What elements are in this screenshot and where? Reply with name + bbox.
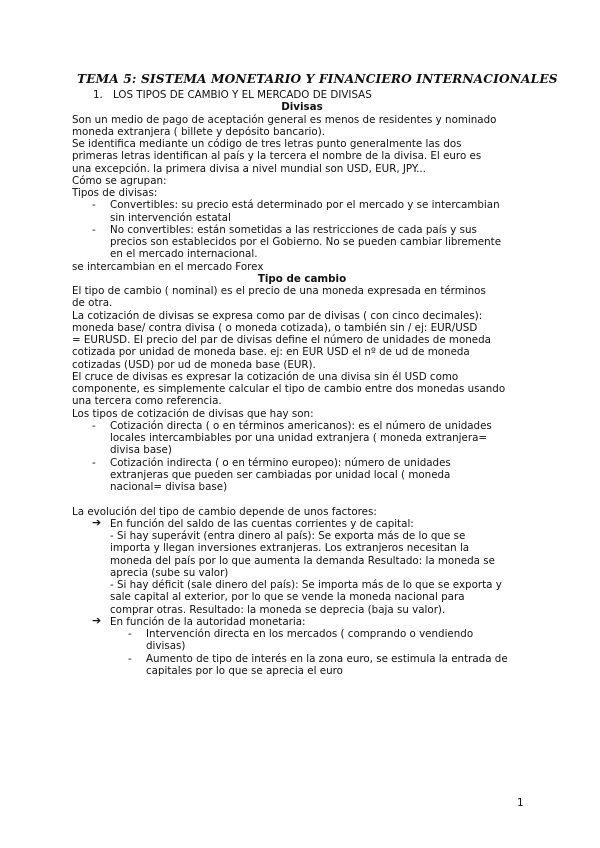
cruce-line: una tercera como referencia.	[72, 395, 222, 408]
cotizacion-line: La cotización de divisas se expresa como par de divisas ( con cinco decimales):	[72, 309, 483, 322]
divisas-heading: Divisas	[281, 101, 323, 114]
dash-marker: -	[128, 652, 132, 665]
list-item-continuation: nacional= divisa base)	[110, 481, 228, 493]
dash-marker: -	[92, 419, 96, 432]
arrow-icon: ➔	[92, 515, 102, 529]
tipo-cambio-def-line: de otra.	[72, 297, 113, 310]
divisas-agrupan: Cómo se agrupan:	[72, 174, 167, 187]
section-heading	[72, 89, 532, 101]
divisas-codigo-line: primeras letras identifican al país y la tercera el nombre de la divisa. El euro es	[72, 150, 482, 163]
list-item-no-convertibles: - No convertibles: están sometidas a las restricciones de cada país y sus	[92, 223, 477, 236]
list-item-continuation: capitales por lo que se aprecia el euro	[146, 664, 343, 677]
superavit-line: aprecia (sube su valor)	[110, 566, 229, 579]
divisas-def-line: Son un medio de pago de aceptación general es menos de residentes y nominado	[72, 113, 497, 126]
list-item-autoridad: ➔ En función de la autoridad monetaria:	[92, 613, 306, 628]
cotizacion-line: moneda base/ contra divisa ( o moneda cotizada), o también sin / ej: EUR/USD	[72, 321, 478, 334]
deficit-line: - Si hay déficit (sale dinero del país): Se importa más de lo que se exporta y	[110, 579, 502, 591]
list-item-continuation: divisas)	[146, 640, 186, 653]
dash-marker: -	[128, 628, 132, 640]
divisas-tipos-label: Tipos de divisas:	[72, 187, 158, 199]
cotizacion-line: cotizadas (USD) por ud de moneda base (EUR).	[72, 358, 316, 371]
cotizacion-line: = EURUSD. El precio del par de divisas define el número de unidades de moneda	[72, 334, 491, 346]
superavit-line: moneda del país por lo que aumenta la demanda Resultado: la moneda se	[110, 554, 495, 567]
list-item-continuation: en el mercado internacional.	[110, 248, 258, 261]
list-item-continuation: locales intercambiables por una unidad extranjera ( moneda extranjera=	[110, 432, 488, 444]
divisas-forex: se intercambian en el mercado Forex	[72, 260, 264, 273]
divisas-codigo-line: una excepción. la primera divisa a nivel mundial son USD, EUR, JPY...	[72, 162, 426, 175]
page-number: 1	[517, 797, 524, 809]
list-item-continuation: sin intervención estatal	[110, 211, 231, 224]
cotizacion-line: cotizada por unidad de moneda base. ej: en EUR USD el nº de ud de moneda	[72, 346, 470, 359]
list-item-continuation: divisa base)	[110, 444, 172, 457]
deficit-line: sale capital al exterior, por lo que se vende la moneda nacional para	[110, 591, 465, 604]
dash-marker: -	[92, 456, 96, 469]
deficit-line: comprar otras. Resultado: la moneda se deprecia (baja su valor).	[110, 603, 446, 616]
divisas-def-line: moneda extranjera ( billete y depósito bancario).	[72, 125, 326, 138]
arrow-icon: ➔	[92, 613, 102, 627]
superavit-line: importa y llegan inversiones extranjeras. Los extranjeros necesitan la	[110, 542, 470, 555]
list-item-continuation: extranjeras que pueden ser cambiadas por unidad local ( moneda	[110, 468, 451, 481]
list-item-interes: - Aumento de tipo de interés en la zona euro, se estimula la entrada de	[128, 652, 508, 665]
evolucion-intro: La evolución del tipo de cambio depende de unos factores:	[72, 505, 377, 518]
section-title: LOS TIPOS DE CAMBIO Y EL MERCADO DE DIVISAS	[113, 89, 372, 101]
cruce-line: El cruce de divisas es expresar la cotización de una divisa sin él USD como	[72, 370, 459, 383]
document-body	[72, 89, 532, 677]
divisas-codigo-line: Se identifica mediante un código de tres letras punto generalmente las dos	[72, 138, 462, 150]
list-item-continuation: precios son establecidos por el Gobierno. No se pueden cambiar libremente	[110, 236, 502, 248]
dash-marker: -	[92, 223, 96, 236]
list-item-convertibles: - Convertibles: su precio está determinado por el mercado y se intercambian	[92, 199, 500, 212]
superavit-line: - Si hay superávit (entra dinero al país): Se exporta más de lo que se	[110, 530, 466, 542]
list-item-saldo: ➔ En función del saldo de las cuentas corrientes y de capital:	[92, 515, 414, 530]
list-item-indirecta: - Cotización indirecta ( o en término europeo): número de unidades	[92, 456, 451, 469]
page-title: TEMA 5: SISTEMA MONETARIO Y FINANCIERO INTERNACIONALES	[77, 72, 558, 86]
list-item-directa: - Cotización directa ( o en términos americanos): es el número de unidades	[92, 419, 492, 432]
list-item-intervencion: - Intervención directa en los mercados ( comprando o vendiendo	[128, 628, 474, 640]
spacer	[72, 493, 532, 505]
tipo-cambio-def-line: El tipo de cambio ( nominal) es el precio de una moneda expresada en términos	[72, 285, 486, 297]
dash-marker: -	[92, 199, 96, 212]
section-number: 1.	[93, 89, 103, 101]
tipo-cambio-heading: Tipo de cambio	[257, 272, 347, 285]
tipos-cotizacion-label: Los tipos de cotización de divisas que hay son:	[72, 407, 314, 420]
cruce-line: componente, es simplemente calcular el tipo de cambio entre dos monedas usando	[72, 383, 506, 395]
